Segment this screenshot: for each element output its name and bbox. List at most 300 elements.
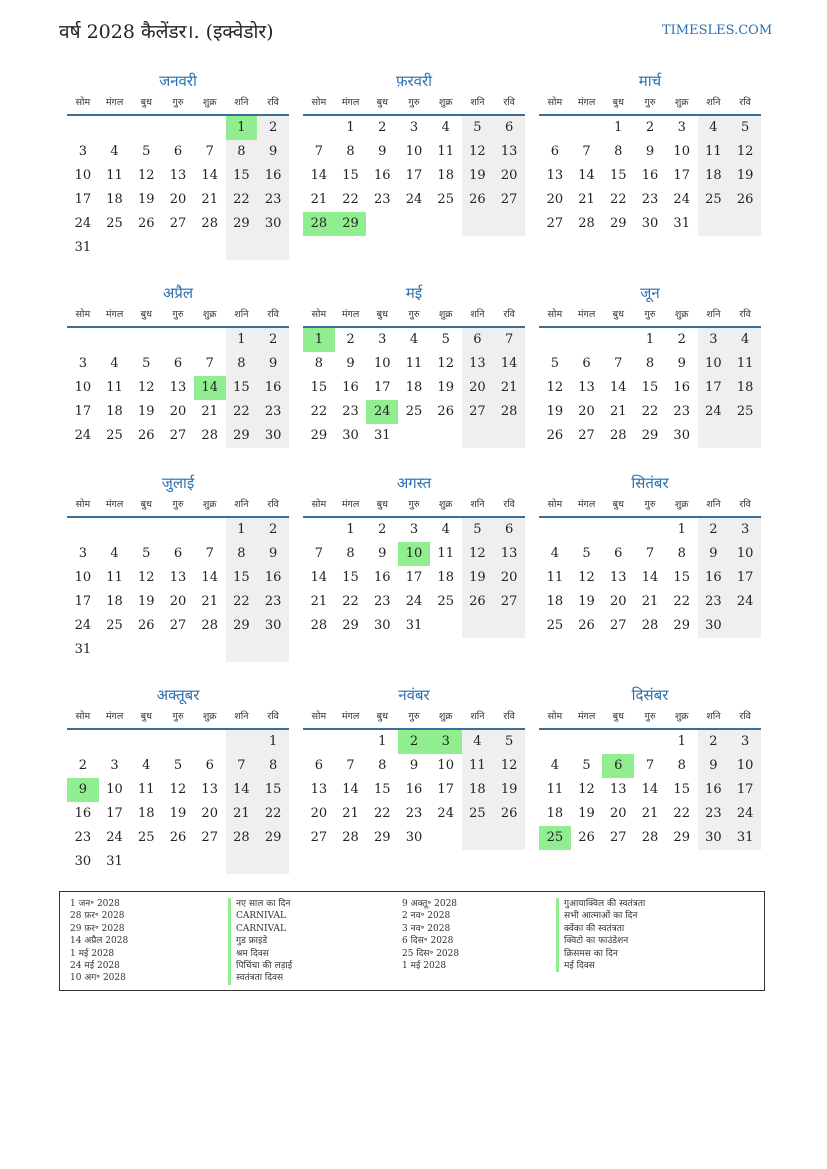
- day-cell: 24: [74, 428, 92, 443]
- weekday-label: रवि: [267, 499, 279, 510]
- weekday-label: मंगल: [341, 309, 360, 320]
- legend-date: 9 अक्तू॰ 2028: [402, 899, 458, 909]
- day-cell: 29: [610, 216, 627, 231]
- day-cell: 13: [310, 782, 328, 797]
- legend-names-col-2: [556, 898, 645, 972]
- empty-cell: [539, 116, 571, 140]
- day-cell: 11: [405, 356, 423, 371]
- day-cell: 13: [169, 168, 187, 183]
- weekday-label: बुध: [612, 499, 624, 510]
- empty-cell: [67, 328, 99, 352]
- empty-cell: [130, 850, 162, 874]
- day-cell: 23: [673, 404, 690, 419]
- day-cell: 11: [106, 570, 123, 585]
- day-cell: 7: [645, 758, 655, 773]
- day-cell: 2: [698, 730, 730, 754]
- day-cell: 13: [462, 352, 494, 376]
- weekday-label: शुक्र: [438, 309, 453, 320]
- day-grid: [303, 328, 525, 448]
- empty-cell: [194, 850, 226, 874]
- day-cell: 2: [257, 328, 289, 352]
- day-cell: 7: [582, 144, 591, 159]
- legend-holiday-name: स्वतंत्रता दिवस: [228, 972, 292, 984]
- day-cell: 20: [169, 192, 187, 207]
- weekday-label: शनि: [234, 97, 249, 108]
- day-cell: 16: [405, 782, 423, 797]
- day-cell: 25: [106, 216, 123, 231]
- day-cell: 11: [437, 546, 454, 561]
- weekday-label: सोम: [75, 309, 91, 320]
- site-link[interactable]: TIMESLES.COM: [662, 23, 773, 38]
- day-cell: 31: [74, 642, 92, 657]
- day-cell: 2: [645, 120, 655, 135]
- day-cell: 21: [493, 376, 525, 400]
- day-cell: 25: [546, 618, 564, 633]
- weekday-label: रवि: [739, 499, 751, 510]
- weekday-label: गुरु: [172, 309, 184, 320]
- weekday-label: बुध: [140, 499, 152, 510]
- day-cell: 26: [578, 618, 595, 633]
- legend-names-col-1: [228, 898, 292, 985]
- day-cell: 6: [550, 144, 559, 159]
- weekday-label: रवि: [503, 711, 515, 722]
- day-cell: 22: [342, 192, 359, 207]
- weekday-label: बुध: [612, 309, 624, 320]
- day-cell: 30: [698, 614, 730, 638]
- day-cell: 27: [169, 216, 187, 231]
- day-cell: 5: [441, 332, 450, 347]
- day-cell: 30: [641, 216, 659, 231]
- day-cell: 18: [546, 806, 564, 821]
- day-cell: 23: [698, 802, 730, 826]
- weekday-label: सोम: [547, 309, 563, 320]
- day-cell: 28: [641, 830, 659, 845]
- day-cell: 11: [546, 570, 564, 585]
- day-cell: 12: [138, 380, 155, 395]
- empty-cell: [539, 518, 571, 542]
- day-cell: 8: [346, 144, 355, 159]
- legend-holiday-name: क्वेंका की स्वतंत्रता: [556, 923, 645, 935]
- empty-cell: [99, 518, 131, 542]
- day-cell: 24: [673, 192, 690, 207]
- day-cell: 21: [201, 192, 218, 207]
- day-cell: 26: [138, 428, 155, 443]
- day-cell: 16: [374, 570, 391, 585]
- day-cell: 5: [729, 116, 761, 140]
- day-cell: 20: [462, 376, 494, 400]
- day-cell: 21: [578, 192, 595, 207]
- day-cell: 17: [74, 192, 92, 207]
- empty-cell: [162, 236, 194, 260]
- day-cell: 28: [201, 618, 218, 633]
- day-cell: 13: [493, 542, 525, 566]
- empty-cell: [99, 236, 131, 260]
- empty-cell: [130, 328, 162, 352]
- day-grid: [539, 116, 761, 236]
- day-cell: 26: [138, 216, 155, 231]
- day-cell: 15: [226, 566, 258, 590]
- day-cell: 28: [578, 216, 595, 231]
- day-cell: 12: [462, 140, 494, 164]
- day-cell: 15: [673, 570, 690, 585]
- weekday-label: बुध: [376, 499, 388, 510]
- weekday-header: [303, 494, 525, 518]
- day-cell: 16: [698, 778, 730, 802]
- day-cell: 29: [257, 826, 289, 850]
- weekday-label: गुरु: [408, 499, 420, 510]
- weekday-header: [67, 92, 289, 116]
- day-cell: 13: [169, 380, 187, 395]
- day-cell: 17: [74, 404, 92, 419]
- day-cell: 4: [142, 758, 151, 773]
- day-cell: 20: [493, 566, 525, 590]
- month-name: जुलाई: [161, 474, 195, 492]
- day-cell: 14: [201, 570, 218, 585]
- day-cell: 25: [437, 192, 454, 207]
- empty-cell: [130, 518, 162, 542]
- day-cell: 20: [493, 164, 525, 188]
- empty-cell: [493, 614, 525, 638]
- day-cell: 14: [641, 782, 659, 797]
- weekday-header: [303, 304, 525, 328]
- empty-cell: [634, 518, 666, 542]
- weekday-label: शनि: [706, 309, 721, 320]
- day-cell: 30: [257, 424, 289, 448]
- empty-cell: [430, 826, 462, 850]
- day-cell: 23: [374, 594, 391, 609]
- empty-cell: [226, 730, 258, 754]
- empty-cell: [162, 518, 194, 542]
- day-cell: 7: [493, 328, 525, 352]
- day-cell: 4: [110, 144, 119, 159]
- day-cell: 31: [106, 854, 123, 869]
- empty-cell: [162, 116, 194, 140]
- day-cell: 28: [493, 400, 525, 424]
- day-cell: 28: [201, 216, 218, 231]
- day-grid: [303, 116, 525, 236]
- day-cell: 2: [378, 120, 387, 135]
- day-cell: 11: [138, 782, 155, 797]
- day-cell: 25: [405, 404, 423, 419]
- empty-cell: [571, 518, 603, 542]
- day-cell: 15: [342, 570, 359, 585]
- day-cell: 6: [582, 356, 591, 371]
- day-cell: 3: [677, 120, 686, 135]
- weekday-header: [303, 92, 525, 116]
- day-cell: 22: [226, 188, 258, 212]
- day-cell: 30: [342, 428, 359, 443]
- day-cell: 3: [729, 518, 761, 542]
- day-cell: 24: [729, 802, 761, 826]
- day-cell: 9: [698, 542, 730, 566]
- day-cell: 1: [226, 518, 258, 542]
- day-cell: 29: [342, 618, 359, 633]
- day-cell: 5: [462, 116, 494, 140]
- day-cell: 7: [226, 754, 258, 778]
- legend-date: 14 अप्रैल 2028: [70, 936, 129, 947]
- day-cell: 11: [546, 782, 564, 797]
- empty-cell: [571, 116, 603, 140]
- day-cell: 18: [437, 570, 454, 585]
- day-cell: 15: [610, 168, 627, 183]
- day-cell: 13: [610, 570, 627, 585]
- day-cell: 25: [729, 400, 761, 424]
- day-cell: 31: [374, 428, 391, 443]
- day-cell: 24: [729, 590, 761, 614]
- legend-date: 3 नव॰ 2028: [402, 923, 451, 934]
- day-cell: 8: [257, 754, 289, 778]
- legend-holiday-name: मई दिवस: [556, 960, 645, 972]
- day-cell: 2: [78, 758, 87, 773]
- day-cell: 16: [641, 168, 659, 183]
- day-cell: 13: [169, 570, 187, 585]
- day-cell: 14: [201, 168, 218, 183]
- day-cell: 5: [142, 546, 151, 561]
- day-cell: 25: [106, 618, 123, 633]
- empty-cell: [729, 424, 761, 448]
- day-cell: 19: [138, 594, 155, 609]
- day-cell: 10: [437, 758, 454, 773]
- empty-cell: [162, 638, 194, 662]
- day-cell: 21: [641, 594, 659, 609]
- day-cell: 18: [106, 594, 123, 609]
- day-cell: 20: [610, 806, 627, 821]
- weekday-label: गुरु: [408, 309, 420, 320]
- weekday-label: शनि: [706, 711, 721, 722]
- day-cell: 12: [138, 168, 155, 183]
- month-name: दिसंबर: [631, 686, 669, 704]
- day-cell: 29: [310, 428, 328, 443]
- weekday-header: [67, 494, 289, 518]
- day-cell: 21: [201, 404, 218, 419]
- day-cell: 15: [226, 164, 258, 188]
- day-cell: 26: [462, 188, 494, 212]
- day-cell: 12: [729, 140, 761, 164]
- day-cell: 23: [257, 590, 289, 614]
- legend-date: 1 जन॰ 2028: [70, 899, 120, 909]
- day-grid: [67, 518, 289, 662]
- weekday-header: [303, 706, 525, 730]
- day-cell: 11: [106, 168, 123, 183]
- day-cell: 24: [437, 806, 454, 821]
- day-cell: 27: [310, 830, 328, 845]
- weekday-header: [539, 706, 761, 730]
- day-grid: [539, 518, 761, 638]
- day-cell: 23: [698, 590, 730, 614]
- day-cell: 6: [173, 356, 183, 371]
- empty-cell: [226, 638, 258, 662]
- weekday-label: रवि: [503, 499, 515, 510]
- day-cell: 9: [346, 356, 355, 371]
- day-cell: 21: [641, 806, 659, 821]
- holiday-day-cell: 1: [303, 328, 335, 352]
- empty-cell: [226, 850, 258, 874]
- day-cell: 17: [437, 782, 454, 797]
- day-cell: 27: [169, 618, 187, 633]
- weekday-label: गुरु: [408, 711, 420, 722]
- day-cell: 16: [74, 806, 92, 821]
- day-cell: 23: [257, 188, 289, 212]
- day-cell: 17: [698, 376, 730, 400]
- weekday-label: शनि: [470, 97, 485, 108]
- empty-cell: [398, 424, 430, 448]
- day-cell: 29: [226, 424, 258, 448]
- weekday-label: रवि: [267, 711, 279, 722]
- day-cell: 10: [106, 782, 123, 797]
- day-cell: 4: [698, 116, 730, 140]
- day-cell: 15: [257, 778, 289, 802]
- weekday-label: गुरु: [172, 711, 184, 722]
- month-name: मार्च: [638, 72, 662, 90]
- day-cell: 18: [546, 594, 564, 609]
- day-cell: 18: [106, 192, 123, 207]
- weekday-label: सोम: [311, 309, 327, 320]
- legend-dates-col-1: [70, 898, 128, 985]
- weekday-label: शुक्र: [438, 711, 453, 722]
- month-name: जून: [640, 284, 660, 302]
- day-cell: 7: [645, 546, 655, 561]
- empty-cell: [162, 328, 194, 352]
- legend-date: 1 मई 2028: [402, 960, 447, 971]
- weekday-label: मंगल: [577, 97, 596, 108]
- day-cell: 16: [698, 566, 730, 590]
- day-cell: 8: [677, 758, 686, 773]
- day-cell: 19: [169, 806, 187, 821]
- day-cell: 24: [106, 830, 123, 845]
- day-cell: 31: [405, 618, 423, 633]
- day-cell: 6: [493, 116, 525, 140]
- day-cell: 21: [226, 802, 258, 826]
- weekday-label: सोम: [75, 97, 91, 108]
- weekday-label: बुध: [376, 309, 388, 320]
- weekday-label: शनि: [470, 711, 485, 722]
- day-cell: 29: [673, 830, 690, 845]
- day-cell: 3: [78, 356, 87, 371]
- day-cell: 2: [677, 332, 686, 347]
- day-cell: 12: [462, 542, 494, 566]
- weekday-label: शुक्र: [674, 97, 689, 108]
- day-cell: 10: [729, 754, 761, 778]
- day-cell: 1: [346, 522, 355, 537]
- day-cell: 6: [462, 328, 494, 352]
- month-calendar: [303, 70, 525, 282]
- weekday-label: मंगल: [105, 499, 124, 510]
- day-cell: 25: [698, 188, 730, 212]
- empty-cell: [539, 730, 571, 754]
- weekday-label: सोम: [547, 711, 563, 722]
- day-cell: 19: [437, 380, 454, 395]
- empty-cell: [67, 518, 99, 542]
- day-cell: 14: [610, 380, 627, 395]
- empty-cell: [162, 850, 194, 874]
- weekday-label: गुरु: [644, 711, 656, 722]
- day-cell: 10: [74, 570, 92, 585]
- day-cell: 17: [405, 570, 423, 585]
- weekday-label: मंगल: [105, 97, 124, 108]
- weekday-label: सोम: [547, 499, 563, 510]
- day-cell: 31: [74, 240, 92, 255]
- empty-cell: [194, 730, 226, 754]
- empty-cell: [130, 236, 162, 260]
- weekday-label: मंगल: [577, 711, 596, 722]
- day-cell: 12: [138, 570, 155, 585]
- weekday-label: गुरु: [172, 499, 184, 510]
- day-cell: 12: [546, 380, 564, 395]
- weekday-label: रवि: [267, 97, 279, 108]
- month-name: जनवरी: [159, 72, 197, 90]
- empty-cell: [99, 638, 131, 662]
- weekday-label: बुध: [376, 97, 388, 108]
- day-cell: 27: [462, 400, 494, 424]
- legend-date: 25 दिस॰ 2028: [402, 948, 460, 959]
- month-calendar: [539, 282, 761, 472]
- day-cell: 27: [610, 830, 627, 845]
- day-cell: 28: [610, 428, 627, 443]
- empty-cell: [99, 328, 131, 352]
- day-cell: 20: [169, 404, 187, 419]
- day-cell: 24: [74, 216, 92, 231]
- day-cell: 10: [74, 168, 92, 183]
- weekday-label: रवि: [503, 97, 515, 108]
- day-cell: 11: [437, 144, 454, 159]
- empty-cell: [99, 116, 131, 140]
- day-cell: 5: [462, 518, 494, 542]
- day-cell: 8: [378, 758, 387, 773]
- day-cell: 10: [729, 542, 761, 566]
- empty-cell: [194, 116, 226, 140]
- day-cell: 1: [677, 522, 686, 537]
- empty-cell: [462, 212, 494, 236]
- day-cell: 19: [493, 778, 525, 802]
- day-cell: 19: [462, 566, 494, 590]
- day-cell: 12: [578, 570, 595, 585]
- day-cell: 21: [310, 594, 328, 609]
- day-cell: 2: [346, 332, 355, 347]
- day-cell: 21: [201, 594, 218, 609]
- month-calendar: [303, 684, 525, 896]
- empty-cell: [303, 518, 335, 542]
- empty-cell: [493, 424, 525, 448]
- empty-cell: [430, 614, 462, 638]
- day-cell: 30: [257, 212, 289, 236]
- day-cell: 17: [729, 566, 761, 590]
- day-cell: 22: [610, 192, 627, 207]
- day-cell: 8: [614, 144, 623, 159]
- empty-cell: [257, 638, 289, 662]
- weekday-label: गुरु: [172, 97, 184, 108]
- day-cell: 24: [405, 192, 423, 207]
- day-cell: 7: [614, 356, 623, 371]
- empty-cell: [398, 212, 430, 236]
- day-cell: 7: [314, 546, 323, 561]
- weekday-label: शुक्र: [674, 499, 689, 510]
- day-cell: 27: [610, 618, 627, 633]
- day-cell: 9: [409, 758, 419, 773]
- month-name: फ़रवरी: [395, 72, 433, 90]
- day-cell: 27: [493, 590, 525, 614]
- day-cell: 9: [257, 140, 289, 164]
- day-cell: 24: [74, 618, 92, 633]
- legend-holiday-name: गुआयाक्विल की स्वतंत्रता: [556, 898, 645, 910]
- day-cell: 4: [550, 546, 559, 561]
- day-cell: 23: [641, 192, 659, 207]
- day-cell: 20: [610, 594, 627, 609]
- weekday-label: मंगल: [577, 499, 596, 510]
- month-calendar: [539, 684, 761, 896]
- day-cell: 1: [378, 734, 387, 749]
- weekday-label: मंगल: [341, 711, 360, 722]
- holiday-day-cell: 2: [398, 730, 430, 754]
